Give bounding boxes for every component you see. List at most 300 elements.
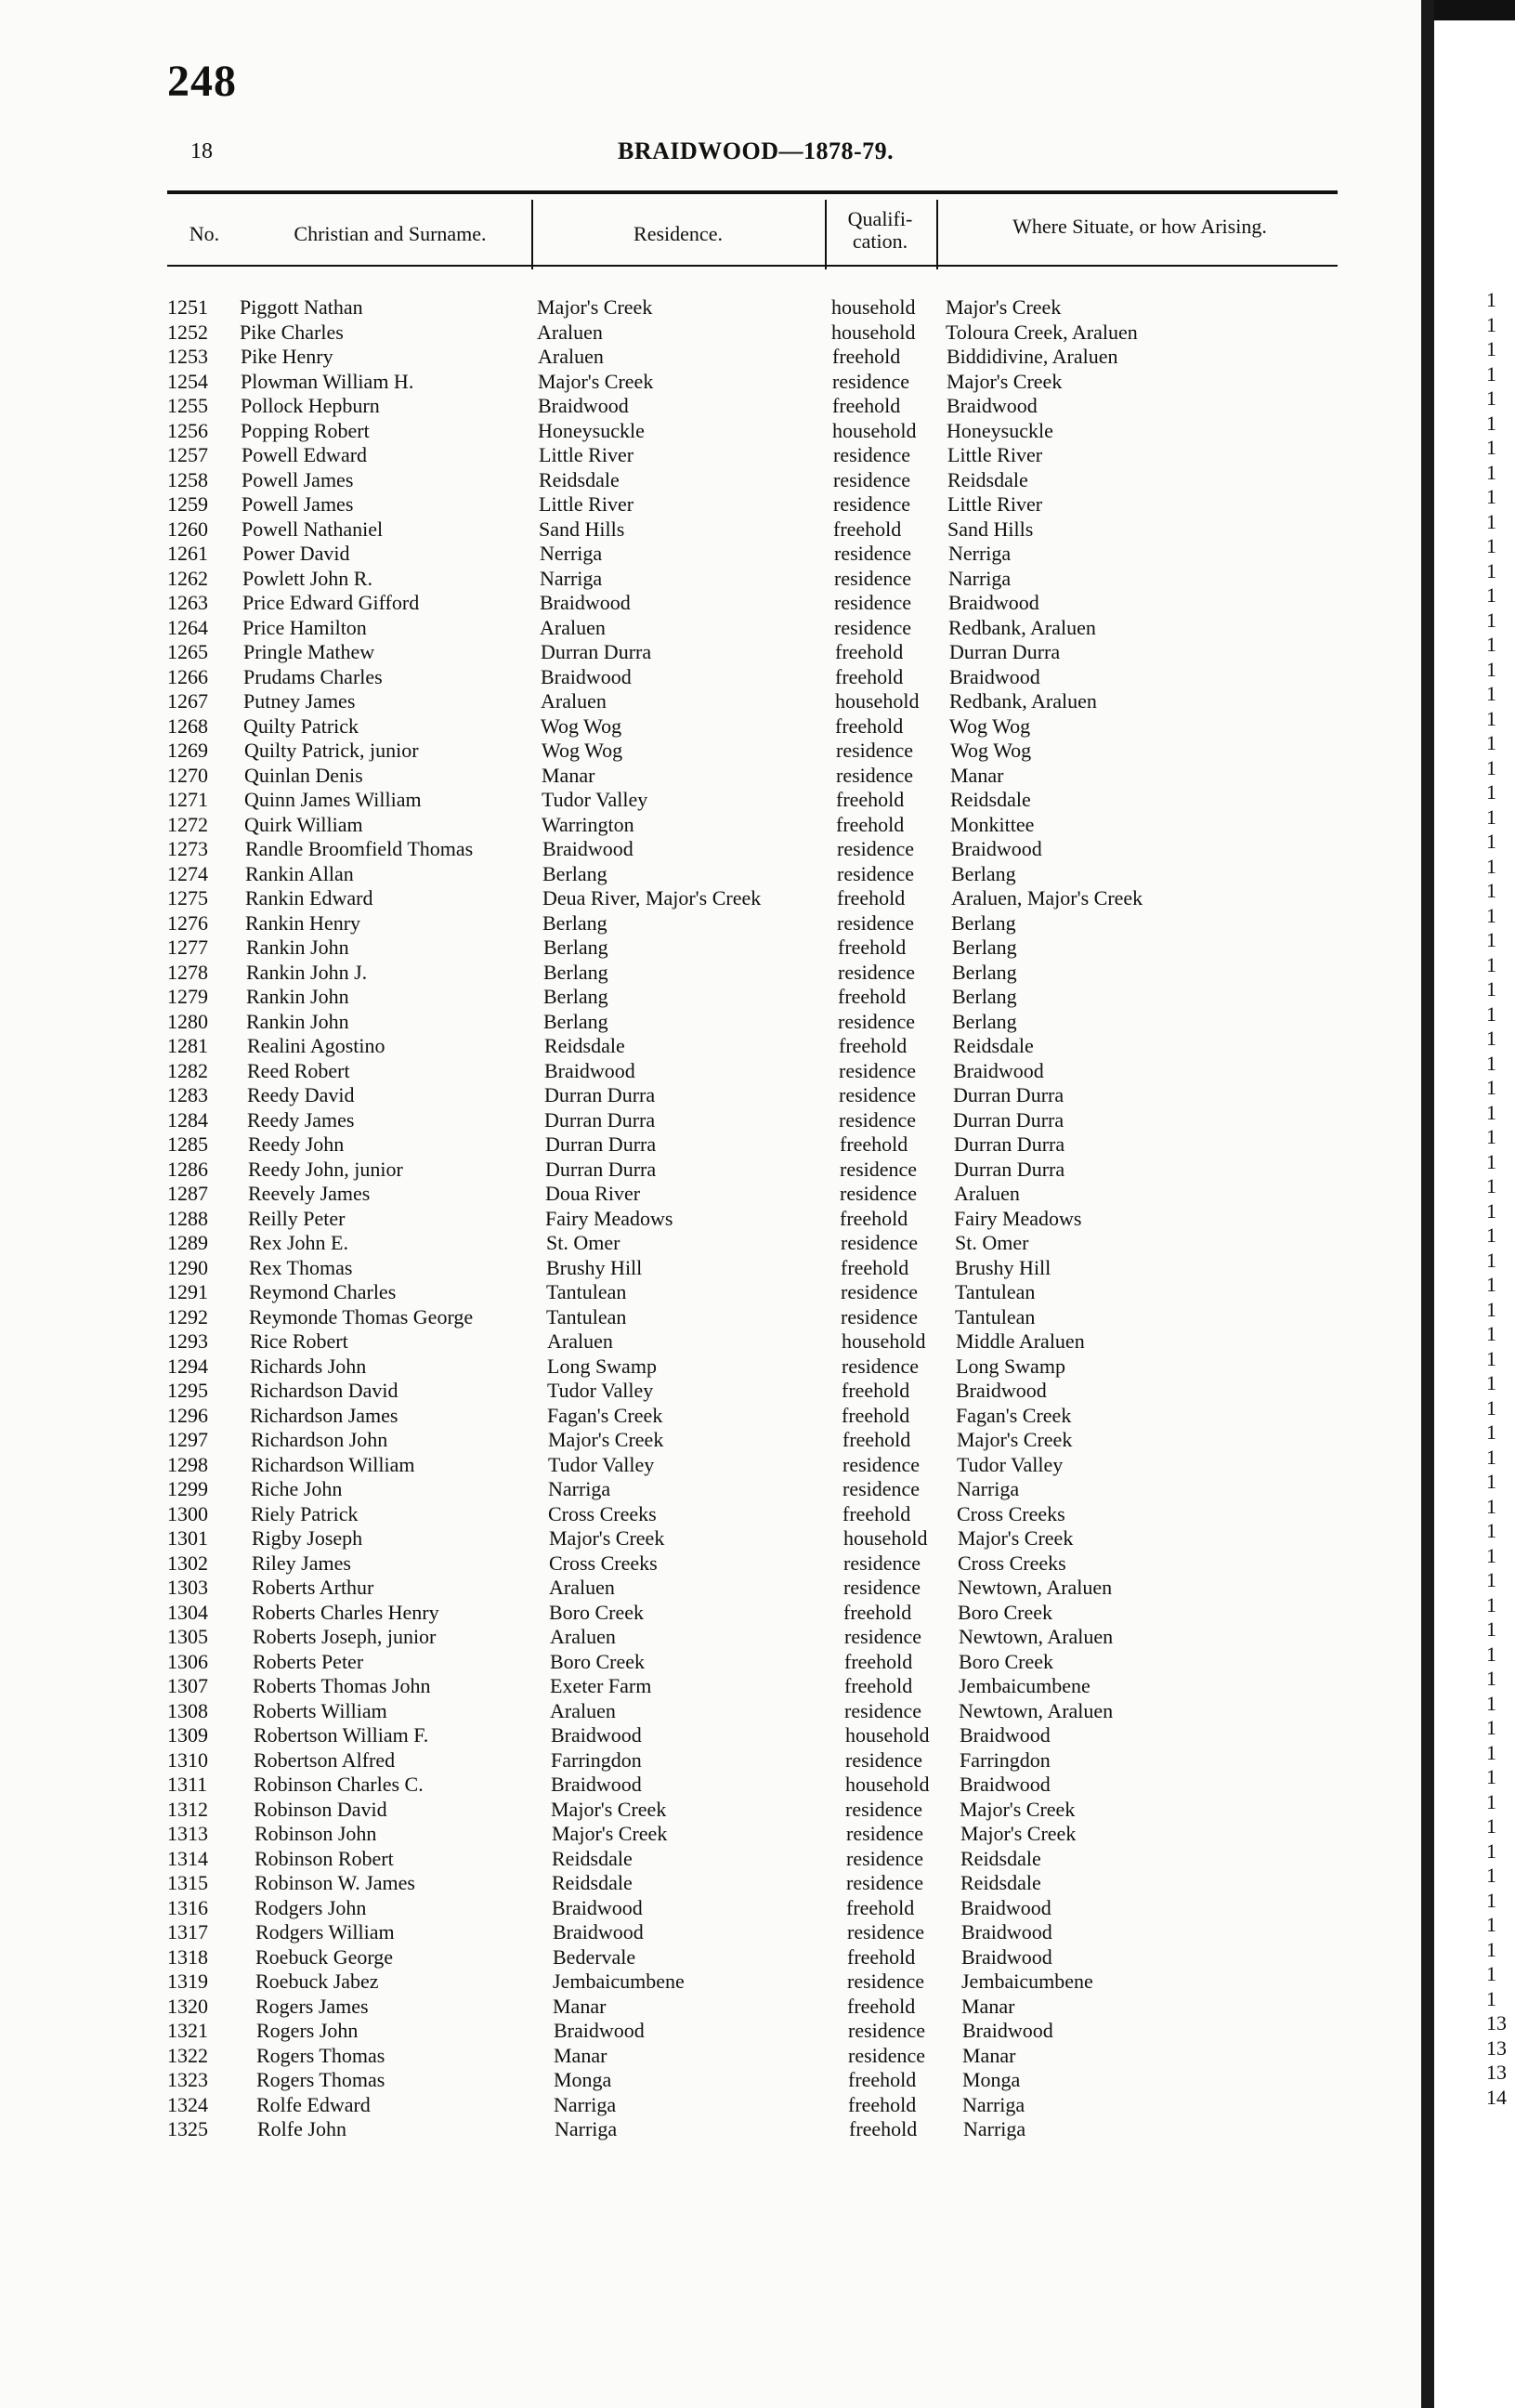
- qualification: residence: [836, 763, 914, 787]
- table-row: [0, 1108, 1393, 1133]
- residence: Tantulean: [546, 1304, 627, 1328]
- elector-name: Richardson William: [251, 1452, 415, 1476]
- elector-name: Reedy John, junior: [248, 1157, 403, 1181]
- qualification: residence: [834, 566, 912, 590]
- residence: Araluen: [550, 1698, 616, 1722]
- adjacent-page-fragment: 1: [1486, 1716, 1496, 1739]
- residence: Narriga: [540, 566, 603, 590]
- residence: Fairy Meadows: [545, 1206, 673, 1230]
- table-row: [0, 837, 1393, 862]
- where-situate: Major's Creek: [957, 1428, 1073, 1451]
- where-situate: Boro Creek: [959, 1649, 1054, 1673]
- qualification: freehold: [846, 1895, 915, 1919]
- adjacent-page-fragment: 1: [1486, 1789, 1496, 1813]
- residence: Berlang: [543, 1009, 608, 1033]
- table-row: [0, 1625, 1393, 1650]
- adjacent-page-fragment: 1: [1486, 1642, 1496, 1666]
- elector-name: Putney James: [243, 689, 356, 713]
- residence: Boro Creek: [550, 1649, 646, 1673]
- qualification: freehold: [835, 713, 904, 738]
- residence: Honeysuckle: [538, 418, 645, 442]
- residence: Doua River: [545, 1182, 641, 1205]
- residence: Braidwood: [544, 1058, 635, 1082]
- qualification: residence: [832, 369, 910, 393]
- residence: Reidsdale: [552, 1871, 633, 1894]
- row-number: 1314: [167, 1846, 208, 1870]
- residence: Tudor Valley: [547, 1379, 654, 1402]
- residence: Araluen: [540, 615, 606, 639]
- adjacent-page-fragment: 1: [1486, 583, 1496, 607]
- adjacent-page-fragment: 1: [1486, 1100, 1496, 1124]
- header-rule-top: [167, 190, 1338, 194]
- row-number: 1294: [167, 1354, 208, 1378]
- adjacent-page-fragment: 1: [1486, 509, 1496, 533]
- table-row: [0, 1280, 1393, 1305]
- residence: Braidwood: [540, 591, 631, 614]
- adjacent-page-fragment: 1: [1486, 633, 1496, 656]
- where-situate: Braidwood: [949, 664, 1040, 688]
- elector-name: Piggott Nathan: [240, 295, 363, 319]
- adjacent-page-fragment: 1: [1486, 1913, 1496, 1936]
- table-row: [0, 1207, 1393, 1232]
- table-row: [0, 1526, 1393, 1551]
- adjacent-page-fragment: 1: [1486, 1494, 1496, 1518]
- qualification: freehold: [842, 1428, 911, 1451]
- row-number: 1284: [167, 1107, 208, 1132]
- qualification: household: [835, 689, 920, 713]
- row-number: 1288: [167, 1206, 208, 1230]
- adjacent-page-fragment: 1: [1486, 657, 1496, 681]
- row-number: 1264: [167, 615, 208, 639]
- where-situate: Brushy Hill: [955, 1255, 1051, 1279]
- elector-name: Pike Henry: [241, 345, 333, 368]
- row-number: 1306: [167, 1649, 208, 1673]
- elector-name: Rolfe Edward: [256, 2092, 371, 2116]
- row-number: 1278: [167, 960, 208, 984]
- table-row: [0, 1576, 1393, 1601]
- where-situate: Wog Wog: [950, 739, 1032, 762]
- qualification: residence: [838, 1009, 916, 1033]
- qualification: residence: [842, 1452, 921, 1476]
- where-situate: Braidwood: [962, 2019, 1053, 2042]
- table-row: [0, 1945, 1393, 1970]
- row-number: 1293: [167, 1329, 208, 1353]
- table-row: [0, 936, 1393, 961]
- header-no: No.: [189, 222, 220, 245]
- elector-name: Powell Nathaniel: [242, 517, 384, 541]
- qualification: freehold: [832, 345, 901, 368]
- adjacent-page-fragment: 13: [1486, 2035, 1507, 2060]
- table-row: [0, 862, 1393, 887]
- qualification: residence: [837, 861, 915, 885]
- where-situate: Jembaicumbene: [959, 1674, 1091, 1697]
- where-situate: Reidsdale: [950, 788, 1031, 811]
- qualification: freehold: [843, 1600, 912, 1624]
- residence: Tantulean: [546, 1280, 627, 1303]
- table-row: [0, 1920, 1393, 1945]
- table-row: [0, 1354, 1393, 1380]
- residence: Wog Wog: [541, 713, 622, 738]
- adjacent-page-fragment: 1: [1486, 1076, 1496, 1099]
- table-row: [0, 1723, 1393, 1748]
- where-situate: Braidwood: [961, 1920, 1052, 1943]
- qualification: household: [832, 418, 917, 442]
- qualification: freehold: [838, 985, 907, 1008]
- qualification: residence: [838, 960, 916, 984]
- table-row: [0, 1995, 1393, 2020]
- table-row: [0, 911, 1393, 936]
- table-row: [0, 1699, 1393, 1724]
- elector-name: Plowman William H.: [241, 369, 414, 393]
- table-row: [0, 1256, 1393, 1281]
- table-row: [0, 370, 1393, 395]
- where-situate: Major's Creek: [960, 1822, 1077, 1845]
- row-number: 1324: [167, 2092, 208, 2116]
- row-number: 1320: [167, 1994, 208, 2018]
- residence: Berlang: [543, 985, 608, 1008]
- adjacent-page-fragment: 1: [1486, 1149, 1496, 1173]
- adjacent-page-fragment: 13: [1486, 2011, 1507, 2035]
- table-row: [0, 2093, 1393, 2118]
- row-number: 1256: [167, 418, 208, 442]
- table-row: [0, 443, 1393, 468]
- elector-name: Popping Robert: [241, 418, 370, 442]
- row-number: 1315: [167, 1871, 208, 1894]
- where-situate: Major's Creek: [960, 1797, 1076, 1821]
- qualification: residence: [836, 739, 914, 762]
- elector-name: Rice Robert: [250, 1329, 348, 1353]
- residence: Narriga: [555, 2117, 618, 2140]
- table-row: [0, 1847, 1393, 1872]
- residence: Reidsdale: [552, 1846, 633, 1870]
- table-row: [0, 419, 1393, 444]
- adjacent-page-fragment: 1: [1486, 731, 1496, 754]
- elector-name: Roberts Peter: [253, 1649, 364, 1673]
- where-situate: Narriga: [948, 566, 1012, 590]
- qualification: freehold: [847, 1994, 916, 2018]
- qualification: household: [831, 320, 916, 344]
- table-row: [0, 1158, 1393, 1183]
- row-number: 1257: [167, 443, 208, 466]
- where-situate: Redbank, Araluen: [948, 615, 1096, 639]
- qualification: residence: [846, 1846, 924, 1870]
- row-number: 1297: [167, 1428, 208, 1451]
- elector-name: Richardson John: [251, 1428, 388, 1451]
- elector-name: Robinson David: [254, 1797, 387, 1821]
- elector-name: Rex Thomas: [249, 1255, 353, 1279]
- elector-name: Rankin Allan: [245, 861, 354, 885]
- residence: Jembaicumbene: [553, 1970, 685, 1993]
- qualification: residence: [837, 910, 915, 935]
- table-row: [0, 1329, 1393, 1354]
- table-row: [0, 394, 1393, 419]
- elector-name: Randle Broomfield Thomas: [245, 837, 474, 860]
- where-situate: Monkittee: [950, 812, 1035, 836]
- adjacent-page-rule: [1434, 0, 1515, 20]
- table-row: [0, 2019, 1393, 2044]
- residence: Deua River, Major's Creek: [542, 886, 762, 910]
- adjacent-page-fragment: 1: [1486, 1592, 1496, 1616]
- table-row: [0, 985, 1393, 1010]
- residence: Cross Creeks: [548, 1501, 657, 1525]
- where-situate: Braidwood: [956, 1379, 1047, 1402]
- qualification: freehold: [848, 2092, 917, 2116]
- qualification: residence: [848, 2043, 926, 2067]
- adjacent-page-fragment: 1: [1486, 1420, 1496, 1444]
- adjacent-page-fragment: 1: [1486, 312, 1496, 336]
- table-row: [0, 345, 1393, 370]
- adjacent-page-fragment: 1: [1486, 558, 1496, 582]
- elector-name: Realini Agostino: [247, 1034, 385, 1057]
- elector-name: Richardson David: [250, 1379, 398, 1402]
- where-situate: Middle Araluen: [956, 1329, 1085, 1353]
- elector-name: Roebuck George: [255, 1944, 394, 1969]
- row-number: 1287: [167, 1182, 208, 1205]
- table-row: [0, 640, 1393, 665]
- residence: Brushy Hill: [546, 1255, 643, 1279]
- row-number: 1299: [167, 1477, 208, 1500]
- adjacent-page-fragment: 1: [1486, 1445, 1496, 1469]
- elector-name: Quirk William: [244, 812, 363, 836]
- elector-name: Rogers Thomas: [256, 2068, 385, 2091]
- table-row: [0, 1379, 1393, 1404]
- where-situate: Berlang: [951, 861, 1016, 885]
- elector-name: Reedy John: [248, 1132, 345, 1156]
- residence: Braidwood: [541, 664, 632, 688]
- row-number: 1258: [167, 467, 208, 491]
- adjacent-page-fragment: 1: [1486, 1864, 1496, 1887]
- adjacent-page-fragment: 1: [1486, 1224, 1496, 1247]
- adjacent-page-fragment: 1: [1486, 830, 1496, 853]
- row-number: 1298: [167, 1452, 208, 1476]
- elector-name: Pollock Hepburn: [241, 394, 380, 417]
- adjacent-page-fragment: 1: [1486, 903, 1496, 927]
- qualification: freehold: [844, 1674, 913, 1697]
- qualification: residence: [841, 1231, 919, 1254]
- table-row: [0, 1132, 1393, 1158]
- elector-name: Prudams Charles: [243, 664, 383, 688]
- where-situate: Berlang: [952, 936, 1017, 959]
- where-situate: Braidwood: [960, 1723, 1051, 1747]
- qualification: freehold: [838, 936, 907, 959]
- where-situate: Honeysuckle: [947, 418, 1053, 442]
- qualification: residence: [840, 1157, 918, 1181]
- row-number: 1325: [167, 2117, 208, 2140]
- column-divider: [531, 200, 533, 269]
- elector-name: Price Edward Gifford: [242, 591, 420, 614]
- qualification: residence: [844, 1625, 922, 1648]
- table-row: [0, 1453, 1393, 1478]
- table-row: [0, 1182, 1393, 1207]
- table-row: [0, 961, 1393, 986]
- qualification: freehold: [835, 640, 904, 663]
- residence: Durran Durra: [541, 640, 652, 663]
- residence: Cross Creeks: [549, 1551, 658, 1575]
- table-row: [0, 1477, 1393, 1502]
- adjacent-page-fragment: 1: [1486, 928, 1496, 951]
- qualification: residence: [841, 1280, 919, 1303]
- elector-name: Pringle Mathew: [243, 640, 375, 663]
- qualification: freehold: [844, 1649, 913, 1673]
- row-number: 1309: [167, 1723, 208, 1747]
- residence: Narriga: [554, 2092, 617, 2116]
- table-row: [0, 1428, 1393, 1453]
- qualification: freehold: [848, 2068, 917, 2091]
- adjacent-page-fragment: 1: [1486, 706, 1496, 730]
- residence: Araluen: [547, 1329, 613, 1353]
- qualification: freehold: [841, 1255, 909, 1279]
- adjacent-page-fragment: 1: [1486, 1986, 1496, 2010]
- table-row: [0, 591, 1393, 616]
- elector-name: Roberts Arthur: [252, 1576, 374, 1599]
- adjacent-page-fragment: 1: [1486, 1962, 1496, 1985]
- residence: Reidsdale: [539, 467, 620, 491]
- where-situate: Manar: [950, 763, 1004, 787]
- table-row: [0, 1896, 1393, 1921]
- elector-name: Rankin Henry: [245, 910, 361, 935]
- where-situate: Tudor Valley: [957, 1452, 1064, 1476]
- where-situate: Major's Creek: [947, 369, 1063, 393]
- residence: Major's Creek: [551, 1797, 667, 1821]
- elector-name: Robinson Charles C.: [254, 1773, 424, 1796]
- elector-name: Riely Patrick: [251, 1501, 359, 1525]
- adjacent-page-fragment: 1: [1486, 1691, 1496, 1715]
- table-row: [0, 813, 1393, 838]
- qualification: residence: [833, 467, 911, 491]
- adjacent-page-fragment: 1: [1486, 1174, 1496, 1197]
- adjacent-page-fragment: 1: [1486, 1273, 1496, 1296]
- where-situate: Araluen: [954, 1182, 1020, 1205]
- adjacent-page-fragment: 1: [1486, 1051, 1496, 1075]
- table-row: [0, 1650, 1393, 1675]
- elector-name: Reymond Charles: [249, 1280, 397, 1303]
- elector-name: Roberts Joseph, junior: [253, 1625, 437, 1648]
- residence: Major's Creek: [548, 1428, 664, 1451]
- row-number: 1300: [167, 1501, 208, 1525]
- where-situate: Fagan's Creek: [956, 1403, 1072, 1427]
- sub-page-number: 18: [190, 139, 213, 164]
- where-situate: Tantulean: [955, 1280, 1036, 1303]
- residence: Araluen: [537, 320, 603, 344]
- residence: Farringdon: [551, 1747, 642, 1772]
- district-title: BRAIDWOOD—1878-79.: [618, 137, 895, 164]
- adjacent-page-fragment: 1: [1486, 1543, 1496, 1567]
- page-number: 248: [167, 57, 237, 106]
- adjacent-page-fragment: 1: [1486, 1470, 1496, 1493]
- elector-name: Rogers James: [255, 1994, 369, 2018]
- adjacent-page-fragment: 1: [1486, 534, 1496, 557]
- where-situate: Little River: [947, 443, 1043, 466]
- row-number: 1303: [167, 1576, 208, 1599]
- row-number: 1311: [167, 1773, 208, 1796]
- table-row: [0, 567, 1393, 592]
- elector-name: Price Hamilton: [242, 615, 367, 639]
- row-number: 1305: [167, 1625, 208, 1648]
- row-number: 1301: [167, 1526, 208, 1550]
- residence: Berlang: [542, 861, 607, 885]
- qualification: freehold: [842, 1379, 910, 1402]
- adjacent-page-fragment: 1: [1486, 1568, 1496, 1591]
- table-row: [0, 665, 1393, 690]
- row-number: 1312: [167, 1797, 208, 1821]
- table-row: [0, 1231, 1393, 1256]
- qualification: freehold: [847, 1944, 916, 1969]
- qualification: residence: [848, 2019, 926, 2042]
- elector-name: Robinson Robert: [255, 1846, 394, 1870]
- residence: Braidwood: [551, 1773, 642, 1796]
- residence: Araluen: [550, 1625, 616, 1648]
- where-situate: Berlang: [951, 910, 1016, 935]
- qualification: residence: [846, 1871, 924, 1894]
- where-situate: Araluen, Major's Creek: [951, 886, 1143, 910]
- residence: Durran Durra: [545, 1132, 657, 1156]
- qualification: residence: [845, 1797, 923, 1821]
- table-row: [0, 739, 1393, 764]
- residence: Boro Creek: [549, 1600, 645, 1624]
- table-row: [0, 1551, 1393, 1577]
- qualification: residence: [843, 1576, 921, 1599]
- adjacent-page-fragment: 1: [1486, 977, 1496, 1001]
- elector-name: Reilly Peter: [248, 1206, 346, 1230]
- qualification: residence: [834, 591, 912, 614]
- where-situate: Jembaicumbene: [961, 1970, 1093, 1993]
- table-row: [0, 321, 1393, 346]
- residence: Monga: [554, 2068, 612, 2091]
- elector-name: Reed Robert: [247, 1058, 350, 1082]
- row-number: 1319: [167, 1970, 208, 1993]
- row-number: 1290: [167, 1255, 208, 1279]
- elector-name: Rex John E.: [249, 1231, 348, 1254]
- where-situate: Newtown, Araluen: [959, 1698, 1114, 1722]
- residence: Braidwood: [553, 1920, 644, 1943]
- table-row: [0, 1404, 1393, 1429]
- where-situate: Farringdon: [960, 1747, 1051, 1772]
- header-rule-bottom: [167, 265, 1338, 267]
- residence: Wog Wog: [542, 739, 623, 762]
- elector-name: Robertson Alfred: [254, 1747, 396, 1772]
- row-number: 1259: [167, 492, 208, 516]
- elector-name: Quilty Patrick: [243, 713, 359, 738]
- row-number: 1295: [167, 1379, 208, 1402]
- where-situate: Little River: [947, 492, 1043, 516]
- residence: Reidsdale: [544, 1034, 625, 1057]
- table-row: [0, 1674, 1393, 1699]
- adjacent-page-fragment: 1: [1486, 337, 1496, 360]
- row-number: 1280: [167, 1009, 208, 1033]
- where-situate: Braidwood: [961, 1944, 1052, 1969]
- elector-name: Powell James: [242, 492, 354, 516]
- qualification: residence: [844, 1698, 922, 1722]
- elector-name: Reedy James: [247, 1107, 355, 1132]
- qualification: residence: [839, 1107, 917, 1132]
- where-situate: Narriga: [963, 2117, 1026, 2140]
- qualification: residence: [837, 837, 915, 860]
- qualification: residence: [839, 1083, 917, 1106]
- residence: Fagan's Creek: [547, 1403, 663, 1427]
- qualification: freehold: [842, 1501, 911, 1525]
- qualification: residence: [847, 1920, 925, 1943]
- table-row: [0, 689, 1393, 714]
- elector-name: Rogers John: [256, 2019, 359, 2042]
- where-situate: Manar: [961, 1994, 1015, 2018]
- elector-name: Reevely James: [248, 1182, 371, 1205]
- elector-name: Rankin John: [246, 985, 349, 1008]
- qualification: residence: [847, 1970, 925, 1993]
- where-situate: Berlang: [952, 1009, 1017, 1033]
- qualification: residence: [845, 1747, 923, 1772]
- qualification: freehold: [849, 2117, 918, 2140]
- row-number: 1304: [167, 1600, 208, 1624]
